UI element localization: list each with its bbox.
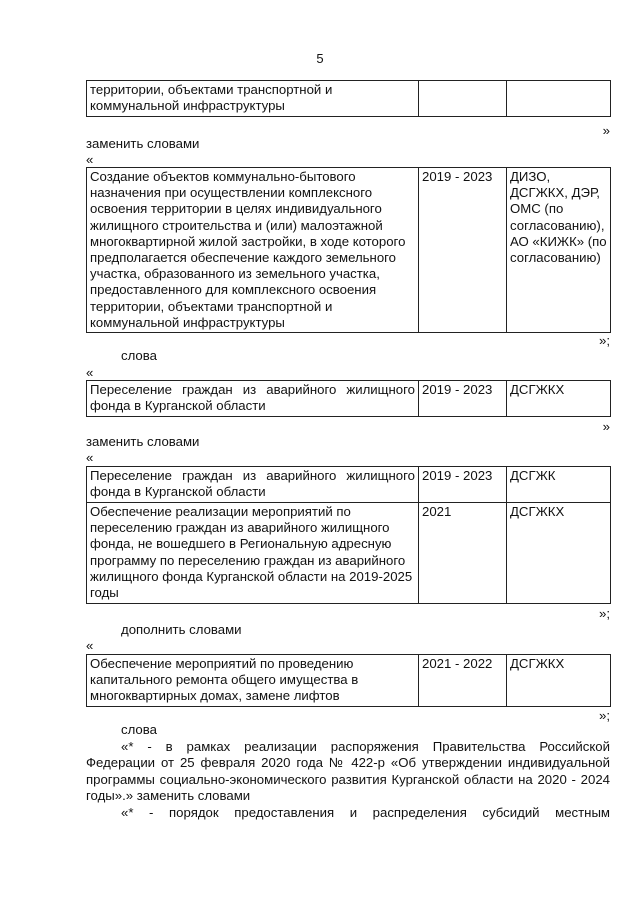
table-fragment-4 [86,466,611,604]
closing-quote: »; [599,708,610,723]
executor-cell: ДСГЖКХ [507,655,611,707]
instruction-words: слова [121,348,157,363]
table-fragment-3 [86,380,611,417]
page-number: 5 [316,51,324,66]
period-cell: 2021 - 2022 [419,655,507,707]
measure-cell: Переселение граждан из аварийного жилищного фонда в Курганской области [87,381,419,417]
executor-cell [507,81,611,117]
measure-cell: Обеспечение реализации мероприятий по переселению граждан из аварийного жилищного фонда, не вошедшего в Региональную адресную программу по переселению граждан из аварийного жилищного фонда Курганской области на 2019-2025 годы [87,503,419,604]
closing-quote: » [602,123,610,138]
table-row [87,655,611,707]
executor-cell: ДИЗО, ДСГЖКХ, ДЭР, ОМС (по согласованию), АО «КИЖК» (по согласованию) [507,168,611,333]
table-row [87,503,611,604]
period-cell: 2019 - 2023 [419,381,507,417]
instruction-words: слова [121,722,157,737]
closing-quote: »; [599,606,610,621]
opening-quote: « [86,638,94,653]
measure-cell: Обеспечение мероприятий по проведению капитального ремонта общего имущества в многоквартирных домах, замене лифтов [87,655,419,707]
table-row [87,81,611,117]
table-row [87,467,611,503]
opening-quote: « [86,450,94,465]
executor-cell: ДСГЖКХ [507,503,611,604]
table-fragment-5 [86,654,611,707]
executor-cell: ДСГЖК [507,467,611,503]
table-fragment-1 [86,80,611,117]
opening-quote: « [86,152,94,167]
period-cell: 2019 - 2023 [419,168,507,333]
instruction-replace: заменить словами [86,434,200,449]
footnote-old-text: «* - в рамках реализации распоряжения Правительства Российской Федерации от 25 февраля 2020 года № 422-р «Об утверждении индивидуальной программы социально-экономического развития Курганской области на 2020 - 2024 годы».» заменить словами [86,739,610,804]
period-cell: 2021 [419,503,507,604]
table-row [87,168,611,333]
period-cell: 2019 - 2023 [419,467,507,503]
measure-cell: Создание объектов коммунально-бытового назначения при осуществлении комплексного освоения территории в целях индивидуального жилищного строительства и (или) малоэтажной многоквартирной жилой застройки, в ходе которого предполагается обеспечение каждого земельного участка, образованного из земельного участка, предоставленного для комплексного освоения территории, объектами транспортной и коммунальной инфраструктуры [87,168,419,333]
instruction-replace: заменить словами [86,136,200,151]
instruction-add: дополнить словами [121,622,242,637]
opening-quote: « [86,365,94,380]
footnote-new-text: «* - порядок предоставления и распределения субсидий местным [121,805,610,820]
measure-cell: Переселение граждан из аварийного жилищного фонда в Курганской области [87,467,419,503]
period-cell [419,81,507,117]
table-fragment-2 [86,167,611,333]
table-row [87,381,611,417]
closing-quote: »; [599,333,610,348]
measure-cell: территории, объектами транспортной и коммунальной инфраструктуры [87,81,419,117]
closing-quote: » [602,419,610,434]
executor-cell: ДСГЖКХ [507,381,611,417]
